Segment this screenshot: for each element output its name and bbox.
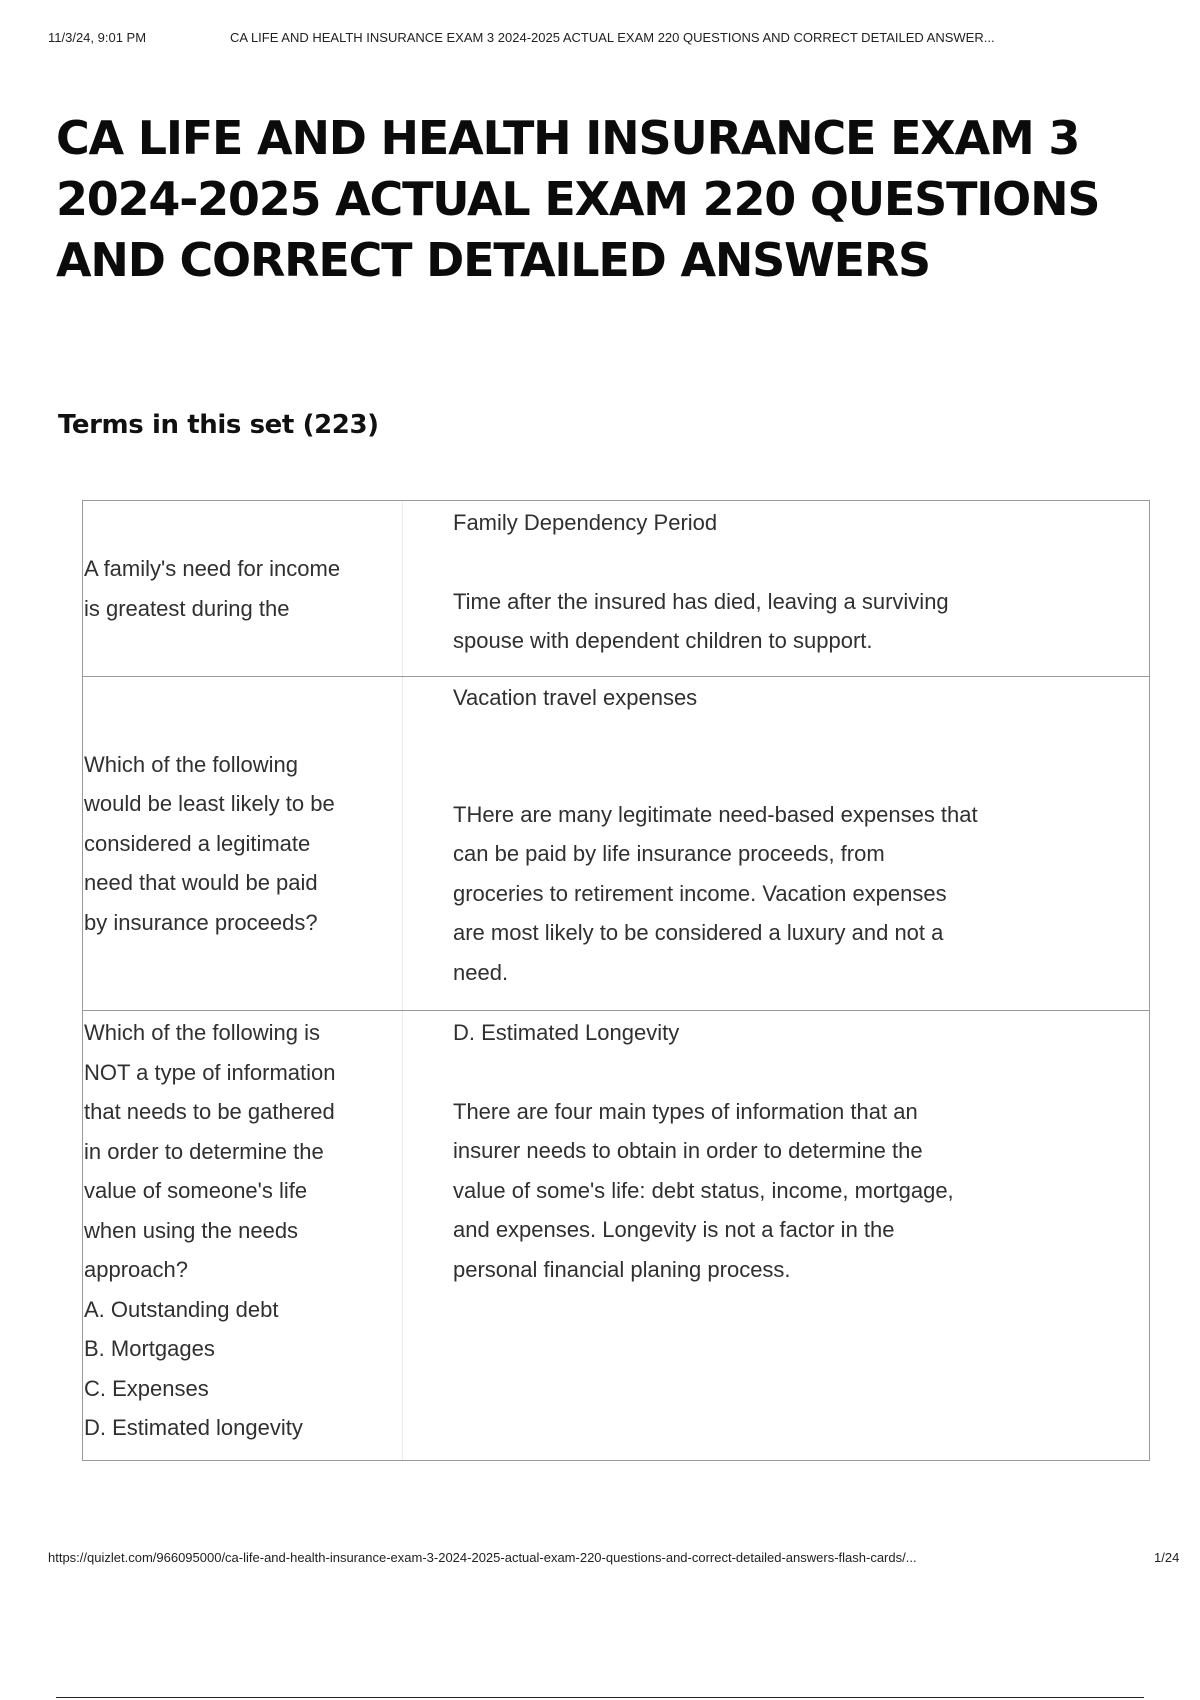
definition-answer: D. Estimated Longevity xyxy=(453,1020,680,1045)
definition-answer: Family Dependency Period xyxy=(453,510,718,535)
definition-cell xyxy=(403,677,1149,1010)
terms-heading: Terms in this set (223) xyxy=(58,410,379,440)
term-cell xyxy=(83,1011,403,1460)
definition-answer: Vacation travel expenses xyxy=(453,685,698,710)
divider xyxy=(56,1697,1144,1698)
page-number: 1/24 xyxy=(1154,1550,1180,1565)
definition-explanation: There are four main types of information that an insurer needs to obtain in order to determine the value of some's life: debt status, income, mortgage, and expenses. Longevity is not a factor in the personal financial planing process. xyxy=(453,1098,954,1282)
term-cell xyxy=(83,501,403,676)
print-header xyxy=(48,30,1180,50)
print-url: https://quizlet.com/966095000/ca-life-and-health-insurance-exam-3-2024-2025-actual-exam-220-questions-and-correct-detailed-answers-flash-cards/... xyxy=(48,1550,917,1565)
flashcard-table xyxy=(82,500,1150,1461)
term-cell xyxy=(83,677,403,1010)
print-footer xyxy=(48,1550,1180,1570)
term-text: A family's need for income is greatest during the xyxy=(84,556,341,621)
definition-explanation: THere are many legitimate need-based expenses that can be paid by life insurance proceeds, from groceries to retirement income. Vacation expenses are most likely to be considered a luxury and not a need. xyxy=(453,801,978,985)
flashcard-row xyxy=(83,501,1149,676)
definition-cell xyxy=(403,501,1149,676)
page-title: CA LIFE AND HEALTH INSURANCE EXAM 3 2024-2025 ACTUAL EXAM 220 QUESTIONS AND CORRECT DETAILED ANSWERS xyxy=(56,111,1100,287)
flashcard-row xyxy=(83,1010,1149,1460)
print-page-title: CA LIFE AND HEALTH INSURANCE EXAM 3 2024-2025 ACTUAL EXAM 220 QUESTIONS AND CORRECT DETAILED ANSWER... xyxy=(230,30,995,45)
definition-cell xyxy=(403,1011,1149,1460)
flashcard-row xyxy=(83,676,1149,1010)
definition-explanation: Time after the insured has died, leaving a surviving spouse with dependent children to support. xyxy=(453,588,949,653)
print-datetime: 11/3/24, 9:01 PM xyxy=(48,30,147,45)
term-text: Which of the following is NOT a type of information that needs to be gathered in order to determine the value of someone's life when using the needs approach? A. Outstanding debt B. Mortgages C. Expenses D. Estimated longevity xyxy=(84,1020,336,1440)
term-text: Which of the following would be least likely to be considered a legitimate need that would be paid by insurance proceeds? xyxy=(84,751,335,935)
